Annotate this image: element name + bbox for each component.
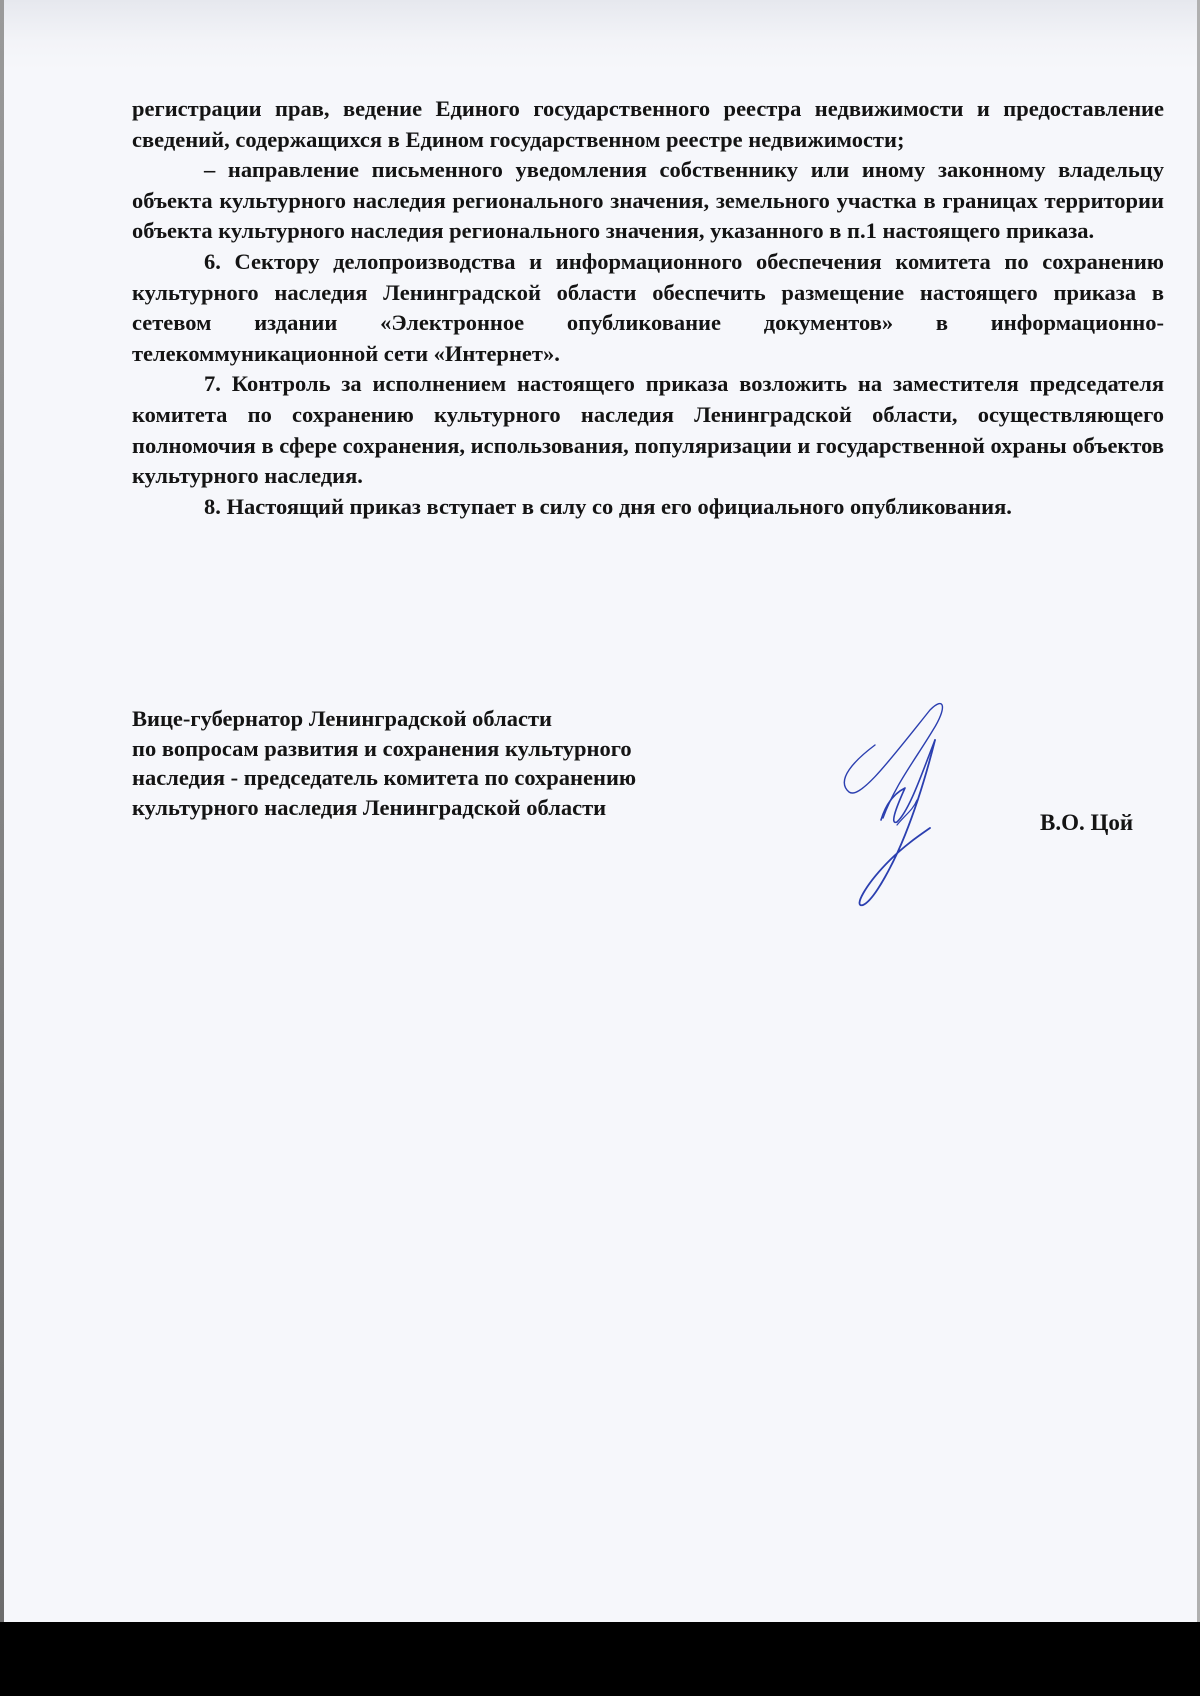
scan-left-edge	[0, 0, 4, 1696]
paragraph-item-8: 8. Настоящий приказ вступает в силу со дня его официального опубликования.	[204, 493, 1012, 519]
scan-bottom-band	[0, 1622, 1200, 1696]
paragraph-item-6: 6. Сектору делопроизводства и информационного обеспечения комитета по сохранению культурного наследия Ленинградской области обеспечить размещение настоящего приказа в сетевом издании «Электронное опубликование документов» в информационно-телекоммуникационной сети «Интернет».	[132, 248, 1164, 366]
signer-name: В.О. Цой	[1040, 810, 1134, 835]
paragraph-notification: – направление письменного уведомления собственнику или иному законному владельцу объекта культурного наследия регионального значения, земельного участка в границах территории объекта культурного наследия регионального значения, указанного в п.1 настоящего приказа.	[132, 157, 1164, 244]
document-body	[132, 94, 1164, 522]
paragraph-registration: регистрации прав, ведение Единого государственного реестра недвижимости и предоставление сведений, содержащихся в Едином государственном реестре недвижимости;	[132, 96, 1164, 152]
signatory-position	[132, 704, 752, 822]
signature-strokes	[844, 704, 942, 906]
signatory-position-line: культурного наследия Ленинградской области	[132, 794, 607, 820]
signatory-position-line: по вопросам развития и сохранения культурного	[132, 735, 632, 761]
scan-top-shadow	[0, 0, 1200, 70]
signatory-position-line: Вице-губернатор Ленинградской области	[132, 706, 552, 731]
handwritten-signature	[835, 700, 985, 910]
paragraph-item-7: 7. Контроль за исполнением настоящего приказа возложить на заместителя председателя комитета по сохранению культурного наследия Ленинградской области, осуществляющего полномочия в сфере сохранения, использования, популяризации и государственной охраны объектов культурного наследия.	[132, 371, 1164, 489]
signatory-position-line: наследия - председатель комитета по сохранению	[132, 765, 637, 790]
